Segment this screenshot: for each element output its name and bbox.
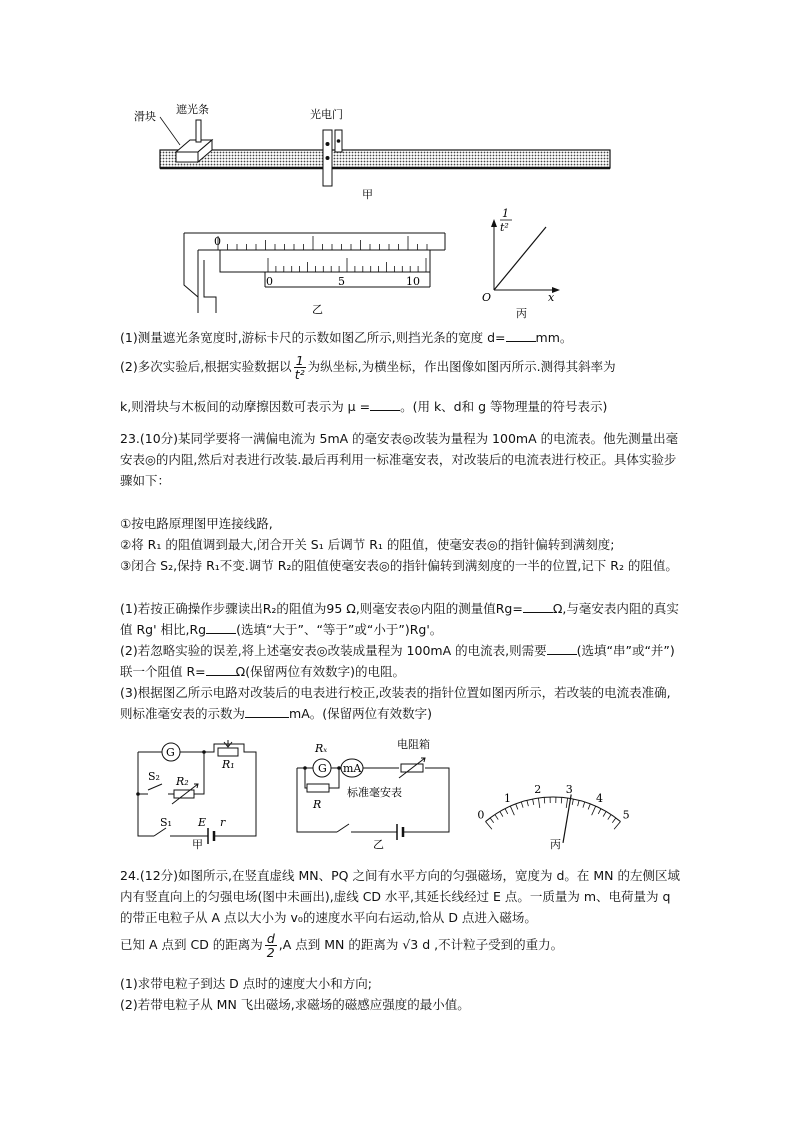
label-ma: mA xyxy=(343,762,362,775)
meter-scale-label: 1 xyxy=(504,791,512,805)
meter-tick xyxy=(583,802,585,808)
label-slider: 滑块 xyxy=(134,110,156,123)
main-scale xyxy=(218,236,427,250)
caption-meter-bing: 丙 xyxy=(550,838,561,851)
meter-tick xyxy=(608,815,611,820)
label-s1: S₁ xyxy=(160,816,172,829)
meter-scale-label: 3 xyxy=(565,783,573,797)
answer-blank-mu[interactable] xyxy=(370,398,400,411)
q22-part2-cont: k,则滑块与木板间的动摩擦因数可表示为 μ = 。(用 k、d和 g 等物理量的符号表示) xyxy=(120,399,608,414)
caption-circuit-jia: 甲 xyxy=(192,838,203,851)
label-shade-strip: 遮光条 xyxy=(176,103,209,116)
label-r-yi: R xyxy=(313,798,322,811)
vernier-scale xyxy=(268,258,426,272)
q24-sub1: (1)求带电粒子到达 D 点时的速度大小和方向; xyxy=(120,976,372,991)
x-axis-label: x xyxy=(548,291,555,304)
label-r: r xyxy=(220,816,226,829)
meter-tick xyxy=(500,811,503,816)
meter-tick xyxy=(538,798,539,808)
caption-jia: 甲 xyxy=(362,188,373,201)
answer-blank-rg[interactable] xyxy=(523,600,553,613)
label-g: G xyxy=(166,746,175,759)
meter-tick xyxy=(592,806,596,815)
caption-bing: 丙 xyxy=(516,307,527,320)
q23-sub3: (3)根据图乙所示电路对改装后的电表进行校正,改装表的指针位置如图丙所示，若改装的电流表准确,则标准毫安表的示数为 mA。(保留两位有效数字) xyxy=(120,685,671,721)
meter-tick xyxy=(614,822,620,830)
answer-blank-series-parallel[interactable] xyxy=(547,642,577,655)
vernier-tick-10: 10 xyxy=(406,275,420,288)
vernier-tick-0: 0 xyxy=(266,275,273,288)
q23-step1: ①按电路原理图甲连接线路, xyxy=(120,516,273,531)
meter-tick xyxy=(486,822,492,830)
caption-yi: 乙 xyxy=(312,303,323,316)
meter-bing xyxy=(478,752,628,852)
meter-tick xyxy=(527,800,528,806)
meter-tick xyxy=(495,815,498,820)
meter-tick xyxy=(533,799,534,805)
meter-scale-label: 4 xyxy=(595,791,603,805)
caption-circuit-yi: 乙 xyxy=(373,838,384,851)
label-resistance-box: 电阻箱 xyxy=(397,738,430,751)
meter-tick xyxy=(490,818,494,823)
answer-blank-resistance[interactable] xyxy=(206,663,236,676)
answer-blank-d[interactable] xyxy=(506,329,536,342)
meter-tick xyxy=(612,818,616,823)
circuit-yi xyxy=(285,728,465,850)
meter-tick xyxy=(561,797,562,803)
figure-jia-track xyxy=(120,100,620,205)
main-tick-0: 0 xyxy=(214,235,221,248)
label-s2: S₂ xyxy=(148,770,160,783)
meter-tick xyxy=(566,798,567,808)
q23-sub2: (2)若忽略实验的误差,将上述毫安表◎改装成量程为 100mA 的电流表,则需要 (选填“串”或“并”)联一个阻值 R= Ω(保留两位有效数字)的电阻。 xyxy=(120,643,675,679)
label-e: E xyxy=(198,816,207,829)
meter-tick xyxy=(544,797,545,803)
y-axis-den: t² xyxy=(500,221,509,234)
label-std-ma: 标准毫安表 xyxy=(347,786,402,799)
q23-step2: ②将 R₁ 的阻值调到最大,闭合开关 S₁ 后调节 R₁ 的阻值，使毫安表◎的指针偏转到满刻度; xyxy=(120,537,615,552)
meter-tick xyxy=(578,800,579,806)
q24-intro: 24.(12分)如图所示,在竖直虚线 MN、PQ 之间有水平方向的匀强磁场，宽度为 d。在 MN 的左侧区域内有竖直向上的匀强电场(图中未画出),虚线 CD 水平,其延长线经过 E 点。一质量为 m、电荷量为 q 的带正电粒子从 A 点以大小为 v₀的速度水平向右运动,恰从 D 点进入磁场。 xyxy=(120,868,680,925)
label-r1: R₁ xyxy=(222,758,235,771)
fraction-d-over-2: $\frac{d}{2}$ xyxy=(266,931,275,960)
meter-tick xyxy=(510,806,514,815)
answer-blank-reading[interactable] xyxy=(245,705,289,718)
meter-tick xyxy=(521,802,523,808)
q22-part1: (1)测量遮光条宽度时,游标卡尺的示数如图乙所示,则挡光条的宽度 d= mm。 xyxy=(120,330,573,345)
meter-tick xyxy=(505,809,508,814)
q23-sub1: (1)若按正确操作步骤读出R₂的阻值为95 Ω,则毫安表◎内阻的测量值Rg= Ω,与毫安表内阻的真实值 Rg' 相比,Rg (选填“大于”、“等于”或“小于”)Rg'。 xyxy=(120,601,679,637)
q22-part2: (2)多次实验后,根据实验数据以 $\frac{1}{\text{t²}}$ 为纵坐标,为横坐标，作出图像如图丙所示.测得其斜率为 xyxy=(120,353,616,382)
figure-yi-caliper xyxy=(170,225,460,320)
shade-strip xyxy=(196,120,201,142)
q24-given: 已知 A 点到 CD 的距离为 $\frac{d}{2}$ ,A 点到 MN 的距离为 √3 d ,不计粒子受到的重力。 xyxy=(120,931,564,960)
figure-bing-graph xyxy=(478,205,568,320)
meter-tick xyxy=(598,809,601,814)
graph-line xyxy=(494,227,546,290)
meter-tick xyxy=(572,799,573,805)
meter-scale-label: 2 xyxy=(534,783,542,797)
meter-scale-label: 0 xyxy=(477,808,485,822)
wooden-board xyxy=(160,150,610,168)
meter-tick xyxy=(516,804,518,810)
answer-blank-compare[interactable] xyxy=(206,621,236,634)
label-r2: R₂ xyxy=(176,775,189,788)
circuit-jia xyxy=(120,728,270,850)
meter-scale-label: 5 xyxy=(622,808,630,822)
q24-sub2: (2)若带电粒子从 MN 飞出磁场,求磁场的磁感应强度的最小值。 xyxy=(120,997,470,1012)
fraction-1-over-t2: $\frac{1}{\text{t²}}$ xyxy=(294,353,305,382)
meter-tick xyxy=(588,804,590,810)
vernier-slide xyxy=(220,250,430,272)
y-axis-num: 1 xyxy=(502,207,509,220)
vernier-tick-5: 5 xyxy=(338,275,345,288)
meter-tick xyxy=(603,811,606,816)
label-rx: Rₓ xyxy=(315,742,328,755)
label-g-yi: G xyxy=(318,762,327,775)
label-photogate: 光电门 xyxy=(310,108,343,121)
q23-step3: ③闭合 S₂,保持 R₁不变.调节 R₂的阻值使毫安表◎的指针偏转到满刻度的一半的位置,记下 R₂ 的阻值。 xyxy=(120,558,678,573)
q23-intro: 23.(10分)某同学要将一满偏电流为 5mA 的毫安表◎改装为量程为 100mA 的电流表。他先测量出毫安表◎的内阻,然后对表进行改装.最后再利用一标准毫安表，对改装后的电流表进行校正。具体实验步骤如下： xyxy=(120,431,679,488)
origin-label: O xyxy=(482,291,492,304)
